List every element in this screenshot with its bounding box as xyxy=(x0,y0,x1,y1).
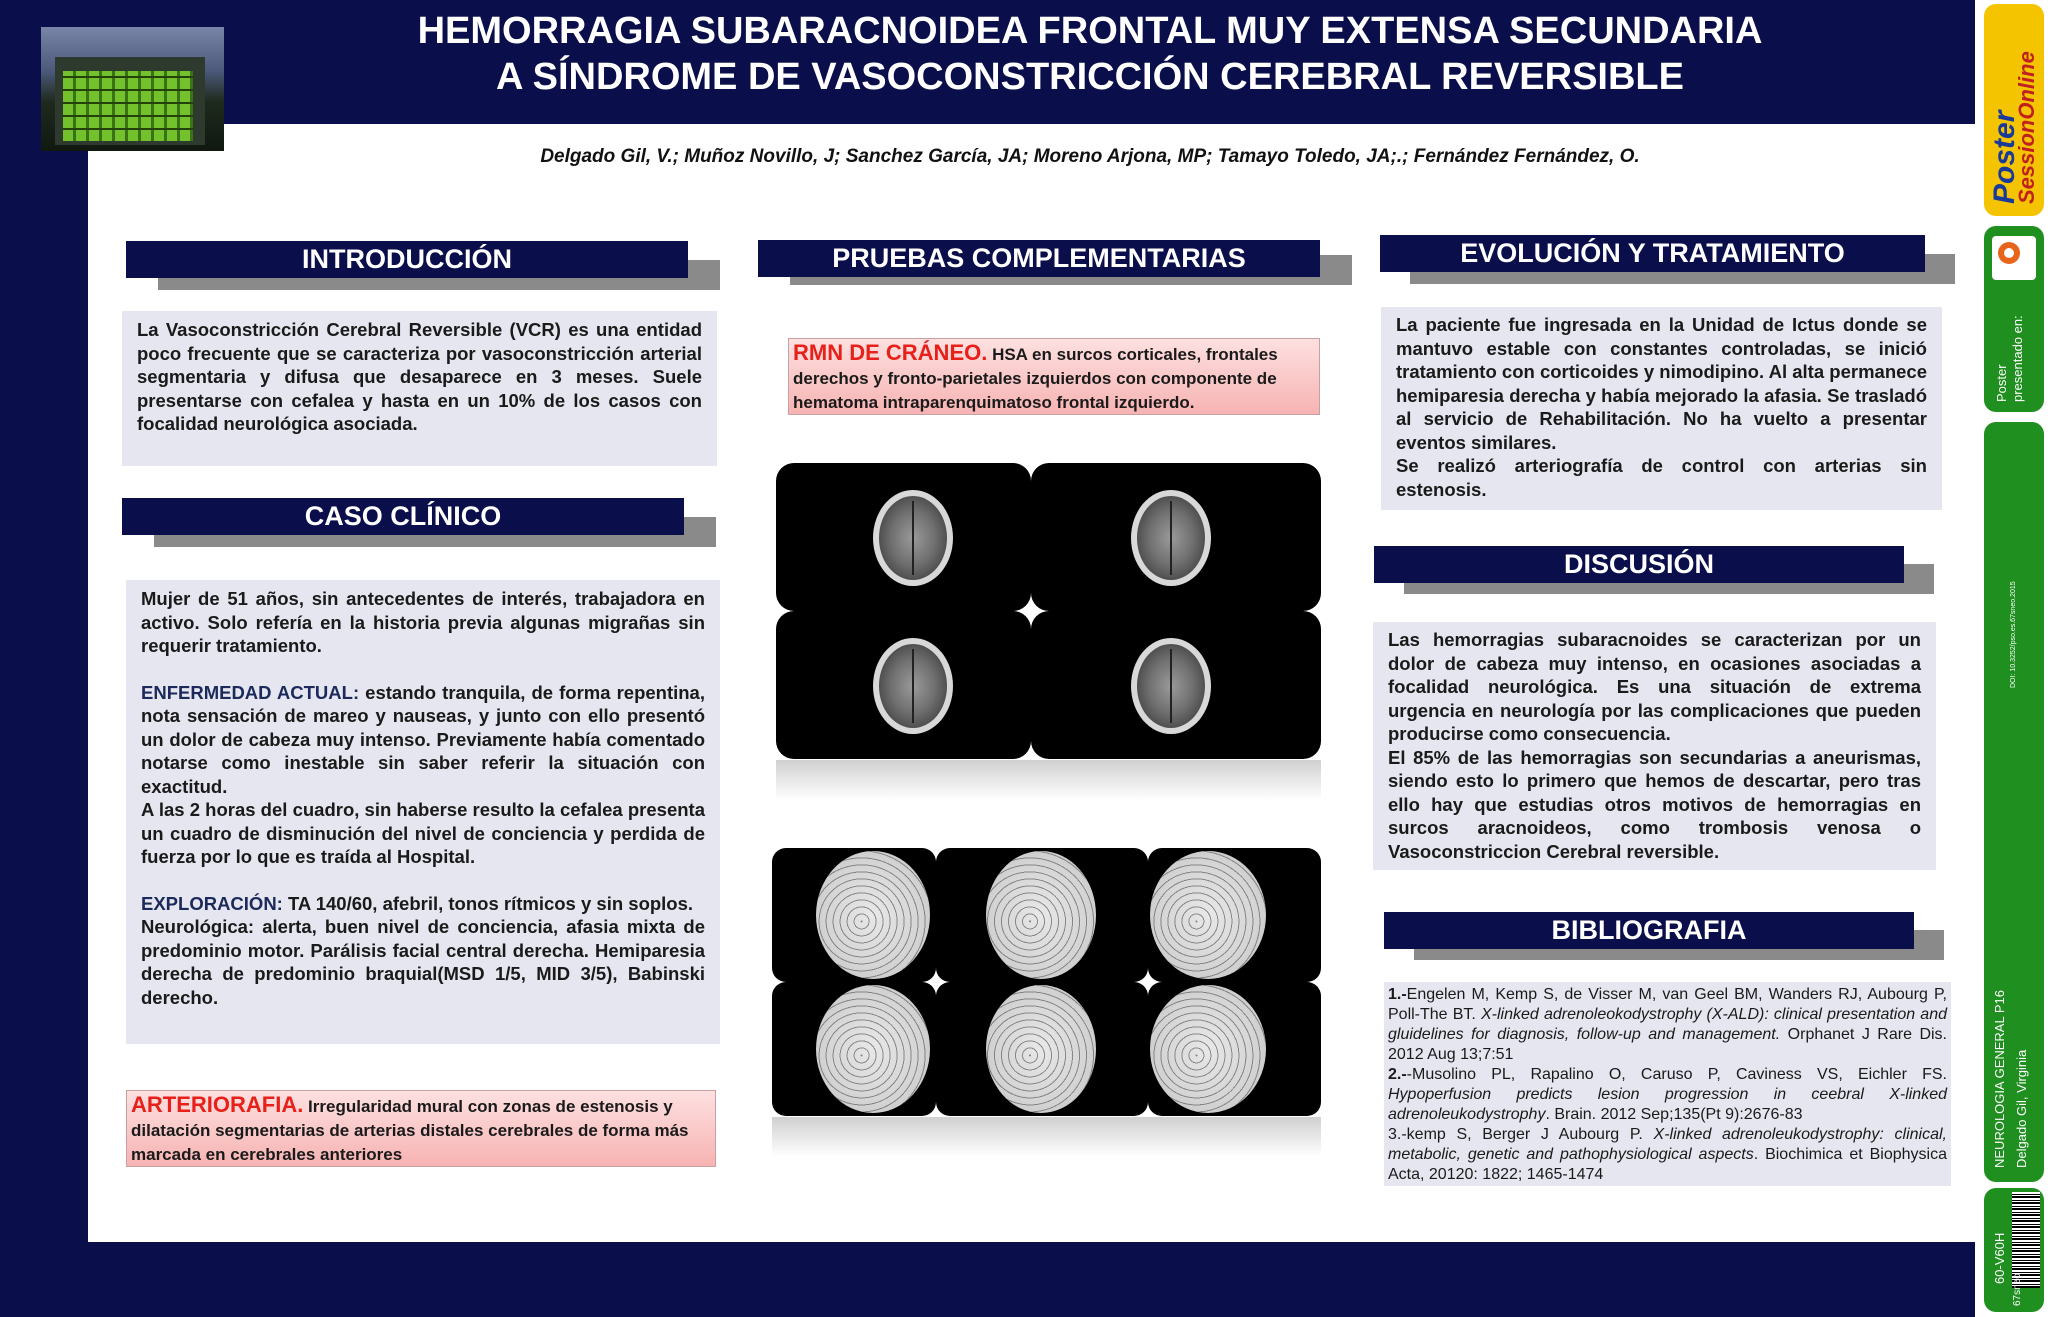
case-text-box xyxy=(126,580,720,1044)
biblio-text-box xyxy=(1384,982,1951,1186)
presenting-author: Delgado Gil, Virginia xyxy=(2014,1049,2029,1168)
angio-reflection xyxy=(772,1117,1321,1157)
rmn-box xyxy=(788,338,1320,415)
angio-image-4 xyxy=(772,982,936,1116)
biblio-ref-1 xyxy=(1388,985,1947,1065)
evolucion-paragraph-1: La paciente fue ingresada en la Unidad de Ictus donde se mantuvo estable con constantes controladas, se inició tratamiento con corticoides y nimodipino. Al alta permanece hemiparesia derecha y había mejorado la afasia. Se trasladó al servicio de Rehabilitación. No ha vuelto a presentar eventos similares. xyxy=(1396,314,1927,453)
congress-logo-icon xyxy=(1992,236,2036,280)
mri-image-2 xyxy=(1031,463,1321,611)
arterio-label: ARTERIORAFIA. xyxy=(131,1092,304,1117)
poster-title xyxy=(300,8,1880,100)
case-paragraph-4 xyxy=(141,892,705,916)
biblio-ref-2-authors: -Musolino PL, Rapalino O, Caruso P, Caviness VS, Eichler FS. xyxy=(1406,1066,1947,1083)
biblio-ref-3-source: . Biochimica et Biophysica Acta, 20120: 1822; 1465-1474 xyxy=(1388,1146,1948,1183)
case-heading: CASO CLÍNICO xyxy=(122,498,684,535)
angio-image-6 xyxy=(1148,982,1321,1116)
arterio-box xyxy=(126,1090,716,1167)
discusion-heading: DISCUSIÓN xyxy=(1374,546,1904,583)
case-paragraph-5: Neurológica: alerta, buen nivel de conciencia, afasia mixta de predominio motor. Parálisis facial central derecha. Hemiparesia derecha de predominio braquial(MSD 1/5, MID 3/5), Babinski derecho. xyxy=(141,916,705,1008)
angio-image-2 xyxy=(936,848,1148,982)
angio-image-3 xyxy=(1148,848,1321,982)
session-badge xyxy=(1984,422,2044,1182)
authors: Delgado Gil, V.; Muñoz Novillo, J; Sanchez García, JA; Moreno Arjona, MP; Tamayo Toledo, JA;.; Fernández Fernández, O. xyxy=(540,146,1640,167)
case-paragraph-3: A las 2 horas del cuadro, sin haberse resulto la cefalea presenta un cuadro de disminución del nivel de conciencia y perdida de fuerza por lo que es traída al Hospital. xyxy=(141,799,705,867)
biblio-ref-1-source: Orphanet J Rare Dis. 2012 Aug 13;7:51 xyxy=(1388,1026,1947,1063)
evolucion-heading: EVOLUCIÓN Y TRATAMIENTO xyxy=(1380,235,1925,272)
intro-text-box xyxy=(122,311,717,466)
biblio-ref-1-number: 1.- xyxy=(1388,986,1407,1003)
biblio-ref-3-authors: 3.-kemp S, Berger J Aubourg P. xyxy=(1388,1126,1654,1143)
brand-badge xyxy=(1984,4,2044,216)
biblio-ref-2-title: Hypoperfusion predicts lesion progression in ceebral X-linked adrenoleukodystrophy xyxy=(1388,1086,1947,1123)
bottom-band xyxy=(0,1242,1975,1317)
enfermedad-actual-label: ENFERMEDAD ACTUAL: xyxy=(141,681,360,703)
evolucion-paragraph-2: Se realizó arteriografía de control con arterias sin estenosis. xyxy=(1396,455,1927,500)
biblio-heading: BIBLIOGRAFIA xyxy=(1384,912,1914,949)
case-paragraph-1: Mujer de 51 años, sin antecedentes de interés, trabajadora en activo. Solo refería en la historia previa algunas migrañas sin requerir tratamiento. xyxy=(141,588,705,656)
angio-image-1 xyxy=(772,848,936,982)
title-line-2: A SÍNDROME DE VASOCONSTRICCIÓN CEREBRAL REVERSIBLE xyxy=(496,56,1684,98)
mri-image-1 xyxy=(776,463,1031,611)
session-name: NEUROLOGIA GENERAL P16 xyxy=(1992,990,2007,1168)
discusion-paragraph-2: El 85% de las hemorragias son secundarias a aneurismas, siendo esto lo primero que hemos de descartar, pero tras ello hay que estudias otros motivos de hemorragias en surcos aracnoideos, como trombosis venosa o Vasoconstriccion Cerebral reversible. xyxy=(1388,746,1921,862)
doi-text: DOI: 10.3252/pso.es.67sneo.2015 xyxy=(2010,581,2017,688)
left-band xyxy=(0,0,88,1317)
presented-label: Poster presentado en: xyxy=(1994,315,2025,402)
angio-image-5 xyxy=(936,982,1148,1116)
poster-code: 60-V60H xyxy=(1992,1232,2007,1284)
brand-poster: Poster xyxy=(1988,110,2021,204)
intro-text: La Vasoconstricción Cerebral Reversible (VCR) es una entidad poco frecuente que se caracteriza por vasoconstricción arterial segmentaria y difusa que desaparece en 3 meses. Suele presentarse con cefalea y hasta en un 10% de los casos con focalidad neurológica asociada. xyxy=(137,319,702,434)
biblio-ref-1-title: X-linked adrenoleokodystrophy (X-ALD): clinical presentation and gluidelines for diagnosis, follow-up and management. xyxy=(1388,1006,1947,1043)
mri-image-3 xyxy=(776,611,1031,759)
barcode-text: 67sneo xyxy=(2012,1273,2023,1306)
exploracion-label: EXPLORACIÓN: xyxy=(141,892,283,914)
title-line-1: HEMORRAGIA SUBARACNOIDEA FRONTAL MUY EXTENSA SECUNDARIA xyxy=(417,10,1763,52)
biblio-ref-3 xyxy=(1388,1125,1947,1185)
rmn-text: HSA en surcos corticales, frontales derechos y fronto-parietales izquierdos con componente de hematoma intraparenquimatoso frontal izquierdo. xyxy=(793,345,1278,412)
arterio-text: Irregularidad mural con zonas de estenosis y dilatación segmentarias de arterias distales cerebrales de forma más marcada en cerebrales anteriores xyxy=(131,1097,689,1164)
biblio-ref-1-authors: Engelen M, Kemp S, de Visser M, van Geel BM, Wanders RJ, Aubourg P, Poll-The BT. xyxy=(1388,986,1947,1023)
brand-session: SessionOnline xyxy=(2014,51,2039,204)
exploracion-text: TA 140/60, afebril, tonos rítmicos y sin soplos. xyxy=(282,892,694,914)
intro-heading: INTRODUCCIÓN xyxy=(126,241,688,278)
evolucion-text-box xyxy=(1381,307,1942,510)
enfermedad-actual-text: estando tranquila, de forma repentina, nota sensación de mareo y nauseas, y junto con ello presentó un dolor de cabeza muy intenso. Previamente había comentado notarse como inestable sin saber referir la situación con exactitud. xyxy=(141,681,705,797)
biblio-ref-2-number: 2.- xyxy=(1388,1066,1407,1083)
rmn-label: RMN DE CRÁNEO. xyxy=(793,340,988,365)
pruebas-heading: PRUEBAS COMPLEMENTARIAS xyxy=(758,240,1320,277)
biblio-ref-3-title: X-linked adrenoleukodystrophy: clinical, metabolic, genetic and pathophysiological aspects xyxy=(1388,1126,1947,1163)
mri-reflection xyxy=(776,760,1321,800)
presented-badge xyxy=(1984,226,2044,412)
biblio-ref-2 xyxy=(1388,1065,1947,1125)
hospital-logo-image xyxy=(41,27,224,151)
biblio-ref-2-source: . Brain. 2012 Sep;135(Pt 9):2676-83 xyxy=(1545,1106,1803,1123)
discusion-text-box xyxy=(1373,622,1936,870)
case-paragraph-2 xyxy=(141,681,705,799)
mri-image-4 xyxy=(1031,611,1321,759)
discusion-paragraph-1: Las hemorragias subaracnoides se caracterizan por un dolor de cabeza muy intenso, en ocasiones asociadas a focalidad neurológica. Es una situación de extrema urgencia en neurología por las complicaciones que pueden producirse como consecuencia. xyxy=(1388,629,1921,744)
code-badge xyxy=(1984,1188,2044,1312)
